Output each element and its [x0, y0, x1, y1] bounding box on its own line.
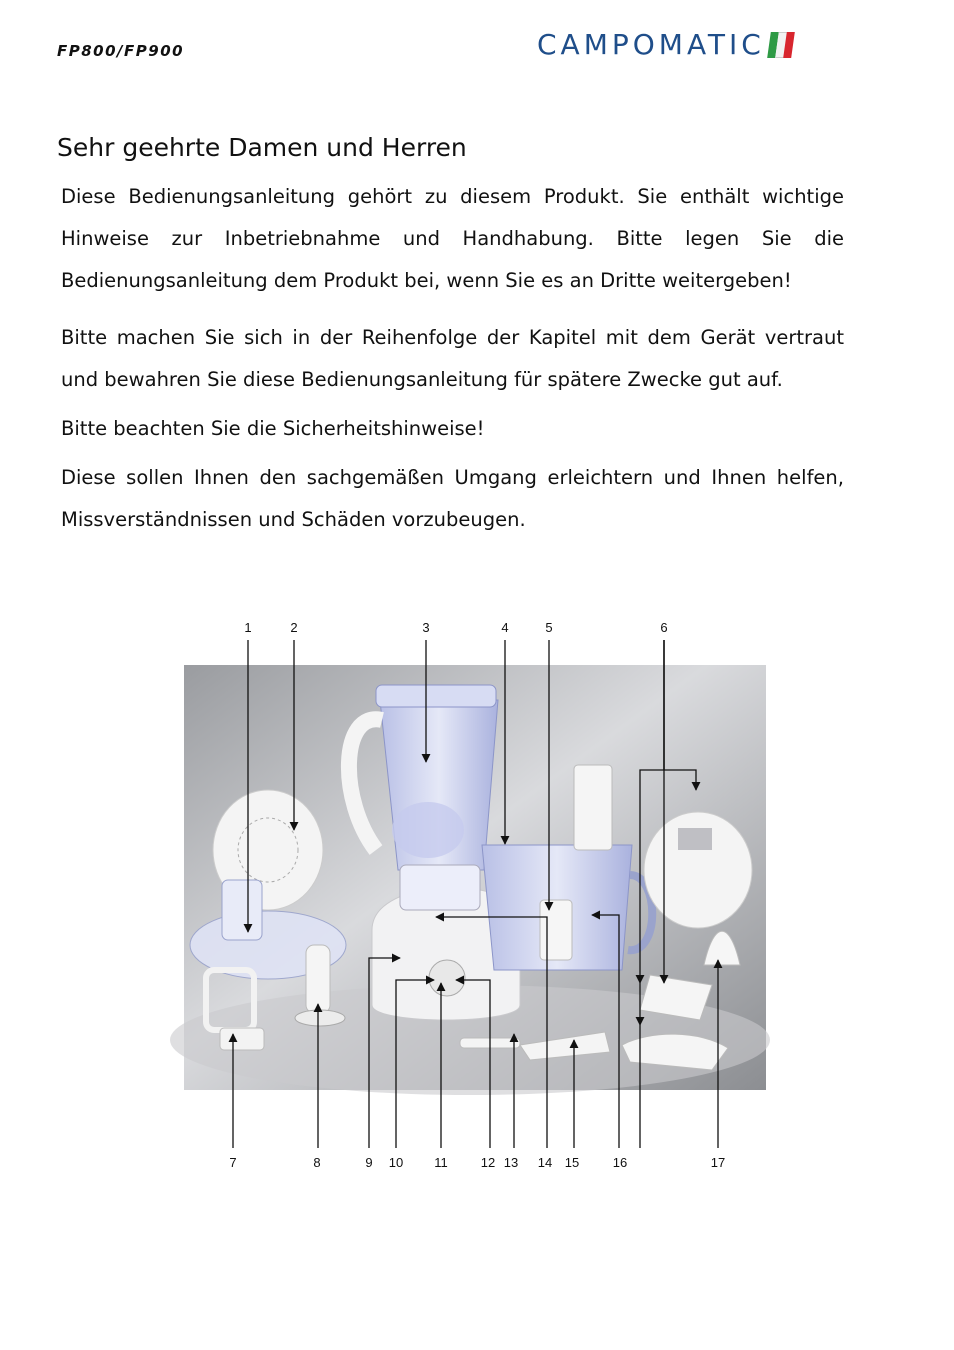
paragraph-chapters: Bitte machen Sie sich in der Reihenfolge der Kapitel mit dem Gerät vertraut und bewahren Sie diese Bedienungsanleitung für spätere Zwecke gut auf. — [61, 326, 844, 391]
label-8: 8 — [313, 1155, 321, 1170]
label-10: 10 — [388, 1155, 404, 1170]
label-12: 12 — [480, 1155, 496, 1170]
label-7: 7 — [229, 1155, 237, 1170]
model-number: FP800/FP900 — [57, 42, 185, 60]
paragraph-purpose: Diese sollen Ihnen den sachgemäßen Umgang erleichtern und Ihnen helfen, Missverständnissen und Schäden vorzubeugen. — [61, 466, 844, 531]
label-3: 3 — [422, 620, 430, 635]
label-6: 6 — [660, 620, 668, 635]
brand-name: CAMPOMATIC — [537, 28, 765, 61]
brand-logo — [537, 30, 793, 60]
label-1: 1 — [244, 620, 252, 635]
label-4: 4 — [501, 620, 509, 635]
label-2: 2 — [290, 620, 298, 635]
label-17: 17 — [710, 1155, 726, 1170]
page-title: Sehr geehrte Damen und Herren — [57, 133, 467, 162]
paragraph-intro: Diese Bedienungsanleitung gehört zu diesem Produkt. Sie enthält wichtige Hinweise zur Inbetriebnahme und Handhabung. Bitte legen Sie die Bedienungsanleitung dem Produkt bei, wenn Sie es an Dritte weitergeben! — [61, 185, 844, 292]
label-11: 11 — [434, 1155, 448, 1170]
label-16: 16 — [612, 1155, 628, 1170]
product-figure — [0, 600, 954, 1200]
label-5: 5 — [545, 620, 553, 635]
label-13: 13 — [503, 1155, 519, 1170]
label-14: 14 — [537, 1155, 553, 1170]
italian-flag-icon — [767, 32, 795, 58]
label-9: 9 — [365, 1155, 373, 1170]
label-15: 15 — [564, 1155, 580, 1170]
paragraph-safety: Bitte beachten Sie die Sicherheitshinweise! — [61, 417, 485, 440]
product-photo — [0, 600, 954, 1200]
